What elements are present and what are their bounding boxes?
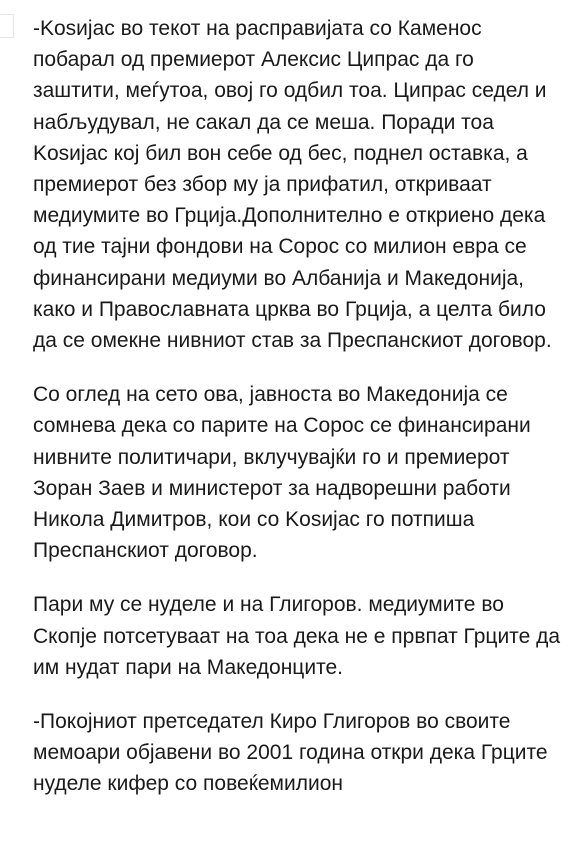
article-paragraph-2: Со оглед на сето ова, јавноста во Македонија се сомнева дека со парите на Сорос се финансирани нивните политичари, вклучувајќи го и премиерот Зоран Заев и министерот за надворешни работи Никола Димитров, кои со Kosијас го потпиша Преспанскиот договор. <box>33 383 531 563</box>
article-paragraph-4: -Покојниот претседател Киро Глигоров во своите мемоари објавени во 2001 година откри дека Грците нуделе кифер со повеќемилион <box>33 710 548 796</box>
article-paragraph-3: Пари му се нуделе и на Глигоров. медиумите во Скопје потсетуваат на тоа дека не е првпат Грците да им нудат пари на Македонците. <box>33 593 561 679</box>
page-edge-box <box>0 14 14 38</box>
article-paragraph-1: -Kosијас во текот на расправијата со Каменос побарал од премиерот Алексис Ципрас да го заштити, меѓутоа, овој го одбил тоа. Ципрас седел и набљудувал, не сакал да се меша. Поради тоа Kosијас кој бил вон себе од бес, поднел оставка, а премиерот без збор му ја прифатил, откриваат медиумите во Грција.Дополнително е откриено дека од тие тајни фондови на Сорос со милион евра се финансирани медиуми во Албанија и Македонија, како и Православната црква во Грција, а целта било да се омекне нивниот став за Преспанскиот договор. <box>33 17 552 353</box>
article-body <box>33 13 563 823</box>
